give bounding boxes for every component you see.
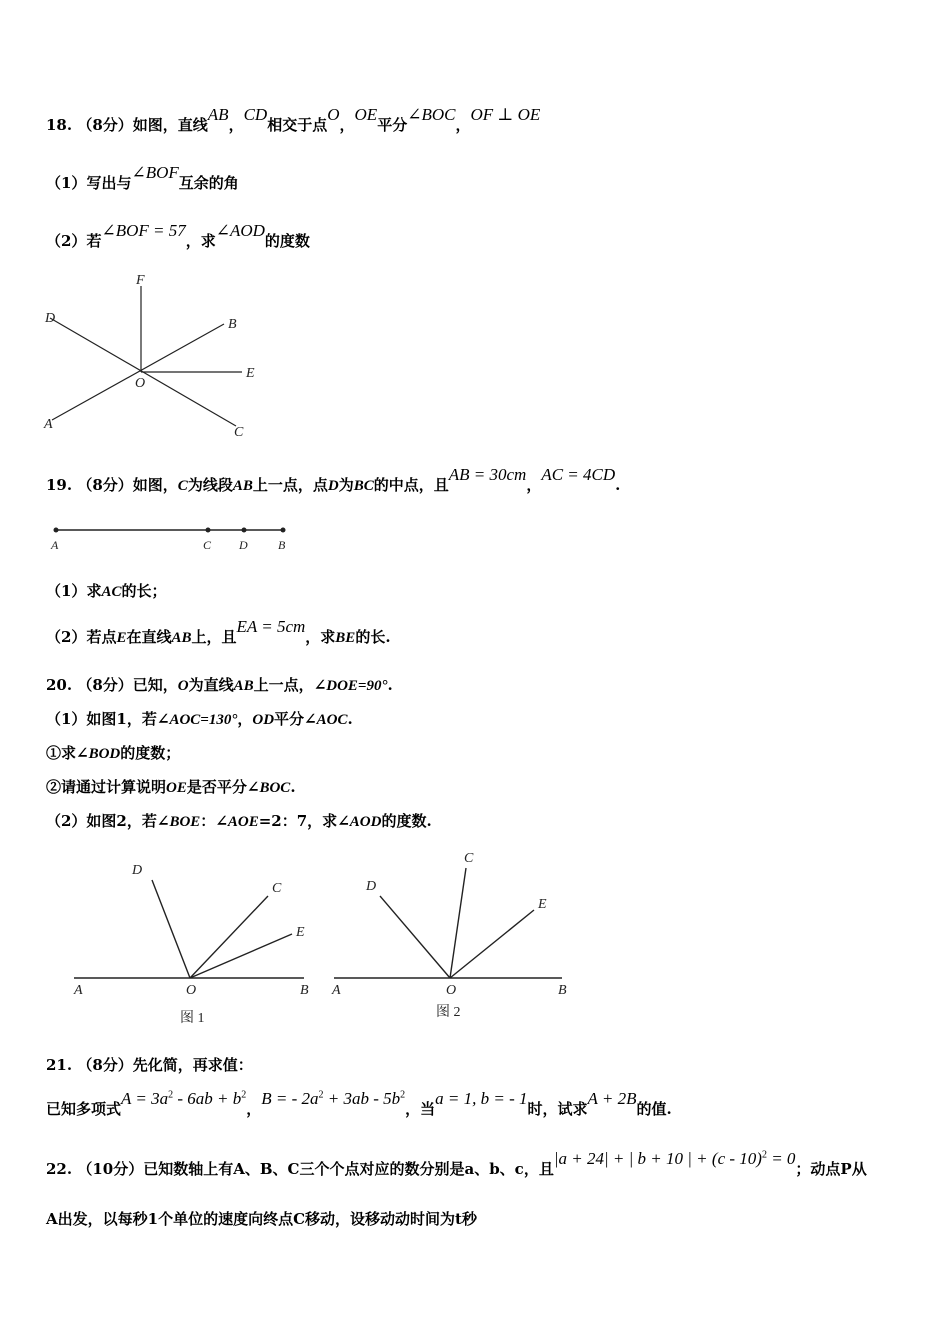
- label-a: A: [74, 983, 83, 998]
- label-d: D: [239, 538, 248, 552]
- point-c: [206, 528, 211, 533]
- q21-body: 已知多项式$A = 3a^2 - 6ab + b^2$，B = - $2a^2 + 3ab - 5b^2$，当a = 1, b = - 1时，试求A + 2B的值.: [46, 1089, 672, 1118]
- label-e: E: [538, 897, 547, 912]
- q18-stem: 18. （8分）如图，直线AB，CD相交于点O，OE平分∠BOC，OF ⊥ OE: [46, 105, 541, 134]
- q19-part1: （1）求AC的长；: [46, 582, 167, 600]
- ray-oc: [450, 868, 466, 978]
- label-e: E: [246, 366, 255, 381]
- point-a: [54, 528, 59, 533]
- label-b: B: [300, 983, 309, 998]
- q18-part2: （2）若∠BOF = 57，求∠AOD的度数: [46, 221, 310, 250]
- q22-stem: 22. （10分）已知数轴上有A、B、C三个个点对应的数分别是a、b、c，且|a + 24| + | b + 10 | + (c - 10)$^2$ = 0；动点P从: [46, 1149, 867, 1178]
- label-c: C: [464, 851, 474, 866]
- label-b: B: [278, 538, 286, 552]
- ray-oe: [190, 934, 292, 978]
- label-c: C: [203, 538, 212, 552]
- ray-oc: [190, 896, 268, 978]
- label-o: O: [186, 983, 197, 998]
- label-b: B: [558, 983, 567, 998]
- equation: |a + 24| + | b + 10 | + (c - 10)$^2$ = 0: [553, 1149, 796, 1168]
- poly-b: B = - $2a^2 + 3ab - 5b^2$: [261, 1089, 406, 1108]
- label-a: A: [51, 538, 59, 552]
- q19-stem: 19. （8分）如图，C为线段AB上一点，点D为BC的中点，且AB = 30cm，AC = 4CD.: [46, 465, 621, 494]
- label-a: A: [44, 417, 53, 432]
- label-a: A: [332, 983, 341, 998]
- label-o: O: [446, 983, 457, 998]
- label-d: D: [132, 863, 143, 878]
- point-d: [242, 528, 247, 533]
- label-b: B: [228, 317, 237, 332]
- q22-continued: A出发，以每秒1个单位的速度向终点C移动，设移动动时间为t秒: [46, 1210, 477, 1228]
- label-d: D: [366, 879, 377, 894]
- q20-part2: （2）如图2，若∠BOE：∠AOE=2：7，求∠AOD的度数.: [46, 812, 432, 830]
- label-e: E: [296, 925, 305, 940]
- q18-figure: [40, 272, 300, 442]
- label-o: O: [135, 376, 146, 391]
- q20-figure-2: [328, 844, 588, 1034]
- q20-sub1: ①求∠BOD的度数；: [46, 744, 181, 762]
- label-f: F: [136, 273, 145, 288]
- label-c: C: [234, 425, 244, 440]
- label-d: D: [45, 311, 56, 326]
- point-b: [281, 528, 286, 533]
- q20-sub2: ②请通过计算说明OE是否平分∠BOC.: [46, 778, 296, 796]
- label-c: C: [272, 881, 282, 896]
- caption-fig2: 图 2: [436, 1005, 461, 1020]
- q20-figure-1: [68, 850, 328, 1040]
- q20-part1: （1）如图1，若∠AOC=130°，OD平分∠AOC.: [46, 710, 353, 728]
- q21-stem: 21. （8分）先化简，再求值：: [46, 1056, 253, 1074]
- ray-od: [152, 880, 190, 978]
- ray-od: [380, 896, 450, 978]
- q19-figure: [46, 520, 306, 560]
- poly-a: $A = 3a^2 - 6ab + b^2$: [121, 1089, 247, 1108]
- q19-part2: （2）若点E在直线AB上，且EA = 5cm，求BE的长.: [46, 617, 391, 646]
- caption-fig1: 图 1: [180, 1011, 205, 1026]
- q20-stem: 20. （8分）已知，O为直线AB上一点，∠DOE=90°.: [46, 676, 393, 694]
- ray-oe: [450, 910, 534, 978]
- q18-part1: （1）写出与∠BOF互余的角: [46, 163, 239, 192]
